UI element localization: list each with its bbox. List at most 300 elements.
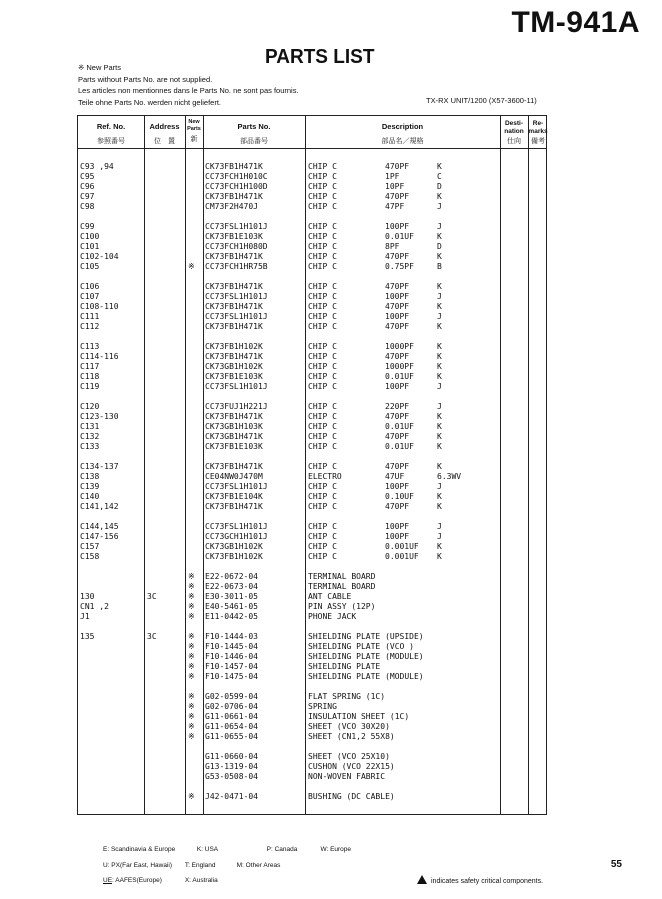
table-row	[78, 502, 546, 512]
part-no-cell: CK73FB1H471K	[205, 192, 263, 201]
header-ref: Ref. No. 参照番号	[96, 122, 126, 145]
part-no-cell: CC73FCH1H010C	[205, 172, 268, 181]
ref-cell: C117	[80, 362, 100, 371]
ref-cell: C112	[80, 322, 100, 331]
description-cell: CHIP C	[308, 372, 337, 381]
footer-legend-2	[103, 862, 280, 869]
ref-cell: C101	[80, 242, 100, 251]
description-cell: CHIP C	[308, 162, 337, 171]
description-cell: SHIELDING PLATE (UPSIDE)	[308, 632, 424, 641]
page-number: 55	[610, 859, 622, 870]
description-cell: CHIP C	[308, 522, 337, 531]
table-row	[78, 532, 546, 542]
table-row	[78, 702, 546, 712]
ref-cell: C131	[80, 422, 100, 431]
value-cell: 100PF	[385, 222, 410, 231]
part-no-cell: E40-5461-05	[205, 602, 258, 611]
description-cell: CHIP C	[308, 422, 337, 431]
legend-w: W: Europe	[320, 846, 352, 853]
ref-cell: C113	[80, 342, 100, 351]
new-mark-cell: ※	[188, 672, 195, 681]
new-mark-cell: ※	[188, 632, 195, 641]
table-row	[78, 222, 546, 232]
ref-cell: C98	[80, 202, 95, 211]
ref-cell: C108-110	[80, 302, 119, 311]
value-cell: 470PF	[385, 252, 410, 261]
part-no-cell: CK73FB1E103K	[205, 372, 263, 381]
description-cell: CHIP C	[308, 552, 337, 561]
new-mark-cell: ※	[188, 582, 195, 591]
table-row	[78, 642, 546, 652]
part-no-cell: J42-0471-04	[205, 792, 258, 801]
value-cell: 8PF	[385, 242, 400, 251]
table-row	[78, 722, 546, 732]
table-row	[78, 652, 546, 662]
ref-cell: C114-116	[80, 352, 119, 361]
value-cell: 10PF	[385, 182, 405, 191]
ref-cell: 130	[80, 592, 95, 601]
ref-cell: C119	[80, 382, 100, 391]
description-cell: CUSHON (VCO 22X15)	[308, 762, 395, 771]
description-cell: SHIELDING PLATE (VCO )	[308, 642, 414, 651]
table-row	[78, 602, 546, 612]
tolerance-cell: K	[437, 252, 442, 261]
tolerance-cell: K	[437, 432, 442, 441]
legend-t: T: England	[184, 862, 216, 869]
part-no-cell: CK73FB1H471K	[205, 282, 263, 291]
safety-text: indicates safety critical components.	[431, 878, 544, 885]
tolerance-cell: K	[437, 492, 442, 501]
ref-cell: 135	[80, 632, 95, 641]
tolerance-cell: J	[437, 202, 442, 211]
part-no-cell: G11-0655-04	[205, 732, 258, 741]
part-no-cell: CC73FSL1H101J	[205, 222, 268, 231]
ref-cell: CN1 ,2	[80, 602, 109, 611]
part-no-cell: CE04NW0J470M	[205, 472, 263, 481]
description-cell: SHEET (VCO 25X10)	[308, 752, 390, 761]
part-no-cell: G13-1319-04	[205, 762, 258, 771]
description-cell: CHIP C	[308, 432, 337, 441]
table-row	[78, 372, 546, 382]
description-cell: CHIP C	[308, 352, 337, 361]
value-cell: 470PF	[385, 462, 410, 471]
ref-cell: C118	[80, 372, 100, 381]
table-row	[78, 692, 546, 702]
new-mark-cell: ※	[188, 662, 195, 671]
legend-e: E: Scandinavia & Europe	[103, 846, 176, 853]
ref-cell: C120	[80, 402, 100, 411]
new-mark-cell: ※	[188, 572, 195, 581]
part-no-cell: CK73FB1E103K	[205, 442, 263, 451]
description-cell: CHIP C	[308, 342, 337, 351]
table-row	[78, 772, 546, 782]
part-no-cell: F10-1444-03	[205, 632, 258, 641]
part-no-cell: F10-1457-04	[205, 662, 258, 671]
header-destination: Desti- nation 仕向	[504, 120, 524, 145]
part-no-cell: CC73FUJ1H221J	[205, 402, 268, 411]
table-row	[78, 492, 546, 502]
description-cell: CHIP C	[308, 262, 337, 271]
tolerance-cell: J	[437, 522, 442, 531]
part-no-cell: G02-0599-04	[205, 692, 258, 701]
legend-x: X: Australia	[184, 877, 218, 884]
description-cell: CHIP C	[308, 382, 337, 391]
table-row	[78, 762, 546, 772]
legend-k: K: USA	[196, 846, 219, 853]
tolerance-cell: 6.3WV	[437, 472, 462, 481]
table-row	[78, 252, 546, 262]
table-row	[78, 752, 546, 762]
unit-label: TX-RX UNIT/1200 (X57-3600-11)	[426, 96, 537, 105]
ref-cell: C144,145	[80, 522, 119, 531]
tolerance-cell: K	[437, 162, 442, 171]
part-no-cell: CK73FB1H471K	[205, 502, 263, 511]
tolerance-cell: K	[437, 442, 442, 451]
part-no-cell: CK73GB1H102K	[205, 542, 263, 551]
legend-u: U: PX(Far East, Hawaii)	[103, 862, 172, 869]
table-row	[78, 342, 546, 352]
description-cell: CHIP C	[308, 532, 337, 541]
ref-cell: J1	[80, 612, 90, 621]
description-cell: CHIP C	[308, 252, 337, 261]
value-cell: 0.01UF	[385, 232, 414, 241]
legend-m: M: Other Areas	[236, 862, 281, 869]
new-mark-cell: ※	[188, 792, 195, 801]
description-cell: CHIP C	[308, 322, 337, 331]
table-row	[78, 792, 546, 802]
table-row	[78, 352, 546, 362]
value-cell: 220PF	[385, 402, 410, 411]
table-row	[78, 442, 546, 452]
ref-cell: C95	[80, 172, 95, 181]
header-remarks: Re- marks 備考	[528, 120, 548, 145]
ref-cell: C138	[80, 472, 100, 481]
new-mark-cell: ※	[188, 262, 195, 271]
value-cell: 47UF	[385, 472, 405, 481]
tolerance-cell: D	[437, 182, 442, 191]
footer-legend-1	[103, 846, 351, 853]
table-row	[78, 322, 546, 332]
table-row	[78, 302, 546, 312]
value-cell: 470PF	[385, 282, 410, 291]
new-mark-cell: ※	[188, 652, 195, 661]
tolerance-cell: D	[437, 242, 442, 251]
ref-cell: C133	[80, 442, 100, 451]
new-mark-cell: ※	[188, 722, 195, 731]
value-cell: 1000PF	[385, 342, 414, 351]
tolerance-cell: K	[437, 192, 442, 201]
description-cell: CHIP C	[308, 182, 337, 191]
tolerance-cell: J	[437, 382, 442, 391]
value-cell: 100PF	[385, 482, 410, 491]
tolerance-cell: J	[437, 402, 442, 411]
note-new-parts: ※ New Parts	[78, 63, 121, 72]
part-no-cell: CK73GB1H103K	[205, 422, 263, 431]
tolerance-cell: K	[437, 412, 442, 421]
table-row	[78, 542, 546, 552]
description-cell: CHIP C	[308, 302, 337, 311]
table-row	[78, 402, 546, 412]
table-row	[78, 592, 546, 602]
new-mark-cell: ※	[188, 712, 195, 721]
address-cell: 3C	[147, 592, 157, 601]
part-no-cell: CK73FB1E103K	[205, 232, 263, 241]
value-cell: 0.001UF	[385, 552, 419, 561]
table-row	[78, 582, 546, 592]
value-cell: 47PF	[385, 202, 405, 211]
ref-cell: C147-156	[80, 532, 119, 541]
part-no-cell: CK73FB1H471K	[205, 252, 263, 261]
part-no-cell: F10-1446-04	[205, 652, 258, 661]
value-cell: 470PF	[385, 352, 410, 361]
part-no-cell: G02-0706-04	[205, 702, 258, 711]
description-cell: CHIP C	[308, 502, 337, 511]
tolerance-cell: K	[437, 502, 442, 511]
part-no-cell: CC73FCH1HR75B	[205, 262, 268, 271]
part-no-cell: CK73FB1H102K	[205, 342, 263, 351]
part-no-cell: CK73FB1H471K	[205, 322, 263, 331]
tolerance-cell: K	[437, 352, 442, 361]
description-cell: SHIELDING PLATE (MODULE)	[308, 672, 424, 681]
tolerance-cell: C	[437, 172, 442, 181]
table-row	[78, 362, 546, 372]
description-cell: NON-WOVEN FABRIC	[308, 772, 386, 781]
table-row	[78, 182, 546, 192]
value-cell: 470PF	[385, 502, 410, 511]
table-row	[78, 292, 546, 302]
tolerance-cell: K	[437, 302, 442, 311]
note-french: Les articles non mentionnes dans le Parts No. ne sont pas fournis.	[78, 86, 299, 95]
ref-cell: C93 ,94	[80, 162, 114, 171]
table-row	[78, 262, 546, 272]
value-cell: 100PF	[385, 312, 410, 321]
value-cell: 100PF	[385, 532, 410, 541]
tolerance-cell: K	[437, 422, 442, 431]
notes	[78, 62, 299, 108]
new-mark-cell: ※	[188, 732, 195, 741]
part-no-cell: F10-1445-04	[205, 642, 258, 651]
description-cell: CHIP C	[308, 462, 337, 471]
value-cell: 0.75PF	[385, 262, 414, 271]
table-row	[78, 672, 546, 682]
description-cell: SHEET (VCO 30X20)	[308, 722, 390, 731]
table-row	[78, 282, 546, 292]
header-new: New Parts 新	[187, 119, 201, 143]
description-cell: CHIP C	[308, 222, 337, 231]
header-description: Description 部品名／規格	[381, 122, 424, 145]
description-cell: CHIP C	[308, 242, 337, 251]
part-no-cell: G11-0654-04	[205, 722, 258, 731]
part-no-cell: CK73FB1H102K	[205, 552, 263, 561]
new-mark-cell: ※	[188, 642, 195, 651]
ref-cell: C97	[80, 192, 95, 201]
part-no-cell: CC73FSL1H101J	[205, 292, 268, 301]
table-row	[78, 522, 546, 532]
tolerance-cell: K	[437, 542, 442, 551]
tolerance-cell: K	[437, 232, 442, 241]
description-cell: SHIELDING PLATE (MODULE)	[308, 652, 424, 661]
table-row	[78, 162, 546, 172]
part-no-cell: CC73GCH1H101J	[205, 532, 268, 541]
tolerance-cell: B	[437, 262, 442, 271]
description-cell: CHIP C	[308, 172, 337, 181]
part-no-cell: CC73FSL1H101J	[205, 382, 268, 391]
description-cell: PHONE JACK	[308, 612, 357, 621]
tolerance-cell: K	[437, 282, 442, 291]
model-number: TM-941A	[511, 6, 640, 39]
note-german: Teile ohne Parts No. werden nicht geliefert.	[78, 97, 221, 107]
description-cell: SHEET (CN1,2 55X8)	[308, 732, 395, 741]
table-row	[78, 572, 546, 582]
description-cell: PIN ASSY (12P)	[308, 602, 376, 611]
new-mark-cell: ※	[188, 612, 195, 621]
ref-cell: C102-104	[80, 252, 119, 261]
value-cell: 100PF	[385, 292, 410, 301]
part-no-cell: CC73FSL1H101J	[205, 522, 268, 531]
part-no-cell: E22-0673-04	[205, 582, 258, 591]
part-no-cell: E30-3011-05	[205, 592, 258, 601]
value-cell: 470PF	[385, 162, 410, 171]
table-row	[78, 732, 546, 742]
description-cell: CHIP C	[308, 292, 337, 301]
tolerance-cell: J	[437, 222, 442, 231]
description-cell: BUSHING (DC CABLE)	[308, 792, 395, 801]
header-address: Address 位 置	[149, 122, 180, 145]
description-cell: CHIP C	[308, 362, 337, 371]
description-cell: CHIP C	[308, 282, 337, 291]
value-cell: 1000PF	[385, 362, 414, 371]
note-english: Parts without Parts No. are not supplied.	[78, 74, 213, 84]
address-cell: 3C	[147, 632, 157, 641]
part-no-cell: F10-1475-04	[205, 672, 258, 681]
value-cell: 470PF	[385, 412, 410, 421]
value-cell: 1PF	[385, 172, 400, 181]
value-cell: 0.10UF	[385, 492, 414, 501]
tolerance-cell: K	[437, 462, 442, 471]
ref-cell: C96	[80, 182, 95, 191]
tolerance-cell: J	[437, 292, 442, 301]
table-row	[78, 192, 546, 202]
table-row	[78, 482, 546, 492]
safety-note	[417, 875, 543, 885]
description-cell: CHIP C	[308, 442, 337, 451]
tolerance-cell: K	[437, 362, 442, 371]
value-cell: 0.01UF	[385, 442, 414, 451]
header-parts-no: Parts No. 部品番号	[237, 122, 271, 145]
parts-table	[77, 115, 547, 815]
part-no-cell: E11-0442-05	[205, 612, 258, 621]
legend-ue: UE: AAFES(Europe)	[103, 877, 162, 884]
ref-cell: C157	[80, 542, 100, 551]
description-cell: CHIP C	[308, 482, 337, 491]
part-no-cell: G53-0508-04	[205, 772, 258, 781]
value-cell: 470PF	[385, 432, 410, 441]
description-cell: CHIP C	[308, 402, 337, 411]
ref-cell: C111	[80, 312, 100, 321]
table-row	[78, 242, 546, 252]
description-cell: CHIP C	[308, 192, 337, 201]
description-cell: FLAT SPRING (1C)	[308, 692, 386, 701]
table-row	[78, 462, 546, 472]
part-no-cell: CK73FB1H471K	[205, 352, 263, 361]
value-cell: 470PF	[385, 192, 410, 201]
warning-icon	[417, 875, 427, 884]
table-row	[78, 612, 546, 622]
part-no-cell: CK73FB1H471K	[205, 462, 263, 471]
table-row	[78, 662, 546, 672]
part-no-cell: CK73FB1H471K	[205, 302, 263, 311]
new-mark-cell: ※	[188, 702, 195, 711]
description-cell: INSULATION SHEET (1C)	[308, 712, 410, 721]
description-cell: TERMINAL BOARD	[308, 572, 376, 581]
part-no-cell: CC73FCH1H080D	[205, 242, 268, 251]
value-cell: 0.01UF	[385, 422, 414, 431]
part-no-cell: CK73GB1H471K	[205, 432, 263, 441]
part-no-cell: CK73GB1H102K	[205, 362, 263, 371]
ref-cell: C99	[80, 222, 95, 231]
description-cell: ELECTRO	[308, 472, 342, 481]
description-cell: SHIELDING PLATE	[308, 662, 381, 671]
part-no-cell: E22-0672-04	[205, 572, 258, 581]
tolerance-cell: K	[437, 552, 442, 561]
value-cell: 0.001UF	[385, 542, 419, 551]
part-no-cell: CK73FB1E104K	[205, 492, 263, 501]
new-mark-cell: ※	[188, 692, 195, 701]
part-no-cell: CC73FSL1H101J	[205, 312, 268, 321]
tolerance-cell: J	[437, 482, 442, 491]
legend-p: P: Canada	[266, 846, 298, 853]
ref-cell: C100	[80, 232, 100, 241]
description-cell: CHIP C	[308, 312, 337, 321]
ref-cell: C141,142	[80, 502, 119, 511]
table-row	[78, 432, 546, 442]
ref-cell: C139	[80, 482, 100, 491]
table-row	[78, 422, 546, 432]
table-row	[78, 232, 546, 242]
table-row	[78, 552, 546, 562]
footer-legend-3	[103, 877, 218, 884]
table-row	[78, 312, 546, 322]
tolerance-cell: K	[437, 342, 442, 351]
description-cell: CHIP C	[308, 202, 337, 211]
table-row	[78, 382, 546, 392]
value-cell: 100PF	[385, 382, 410, 391]
description-cell: CHIP C	[308, 412, 337, 421]
part-no-cell: CC73FCH1H100D	[205, 182, 268, 191]
ref-cell: C140	[80, 492, 100, 501]
ref-cell: C158	[80, 552, 100, 561]
tolerance-cell: J	[437, 532, 442, 541]
part-no-cell: CC73FSL1H101J	[205, 482, 268, 491]
ref-cell: C106	[80, 282, 100, 291]
part-no-cell: CK73FB1H471K	[205, 162, 263, 171]
table-row	[78, 172, 546, 182]
new-mark-cell: ※	[188, 592, 195, 601]
description-cell: TERMINAL BOARD	[308, 582, 376, 591]
description-cell: SPRING	[308, 702, 337, 711]
value-cell: 470PF	[385, 322, 410, 331]
page-title: PARTS LIST	[265, 46, 375, 68]
ref-cell: C132	[80, 432, 100, 441]
ref-cell: C123-130	[80, 412, 119, 421]
description-cell: ANT CABLE	[308, 592, 352, 601]
description-cell: CHIP C	[308, 232, 337, 241]
table-row	[78, 472, 546, 482]
description-cell: CHIP C	[308, 542, 337, 551]
ref-cell: C134-137	[80, 462, 119, 471]
part-no-cell: CK73FB1H471K	[205, 412, 263, 421]
part-no-cell: G11-0661-04	[205, 712, 258, 721]
